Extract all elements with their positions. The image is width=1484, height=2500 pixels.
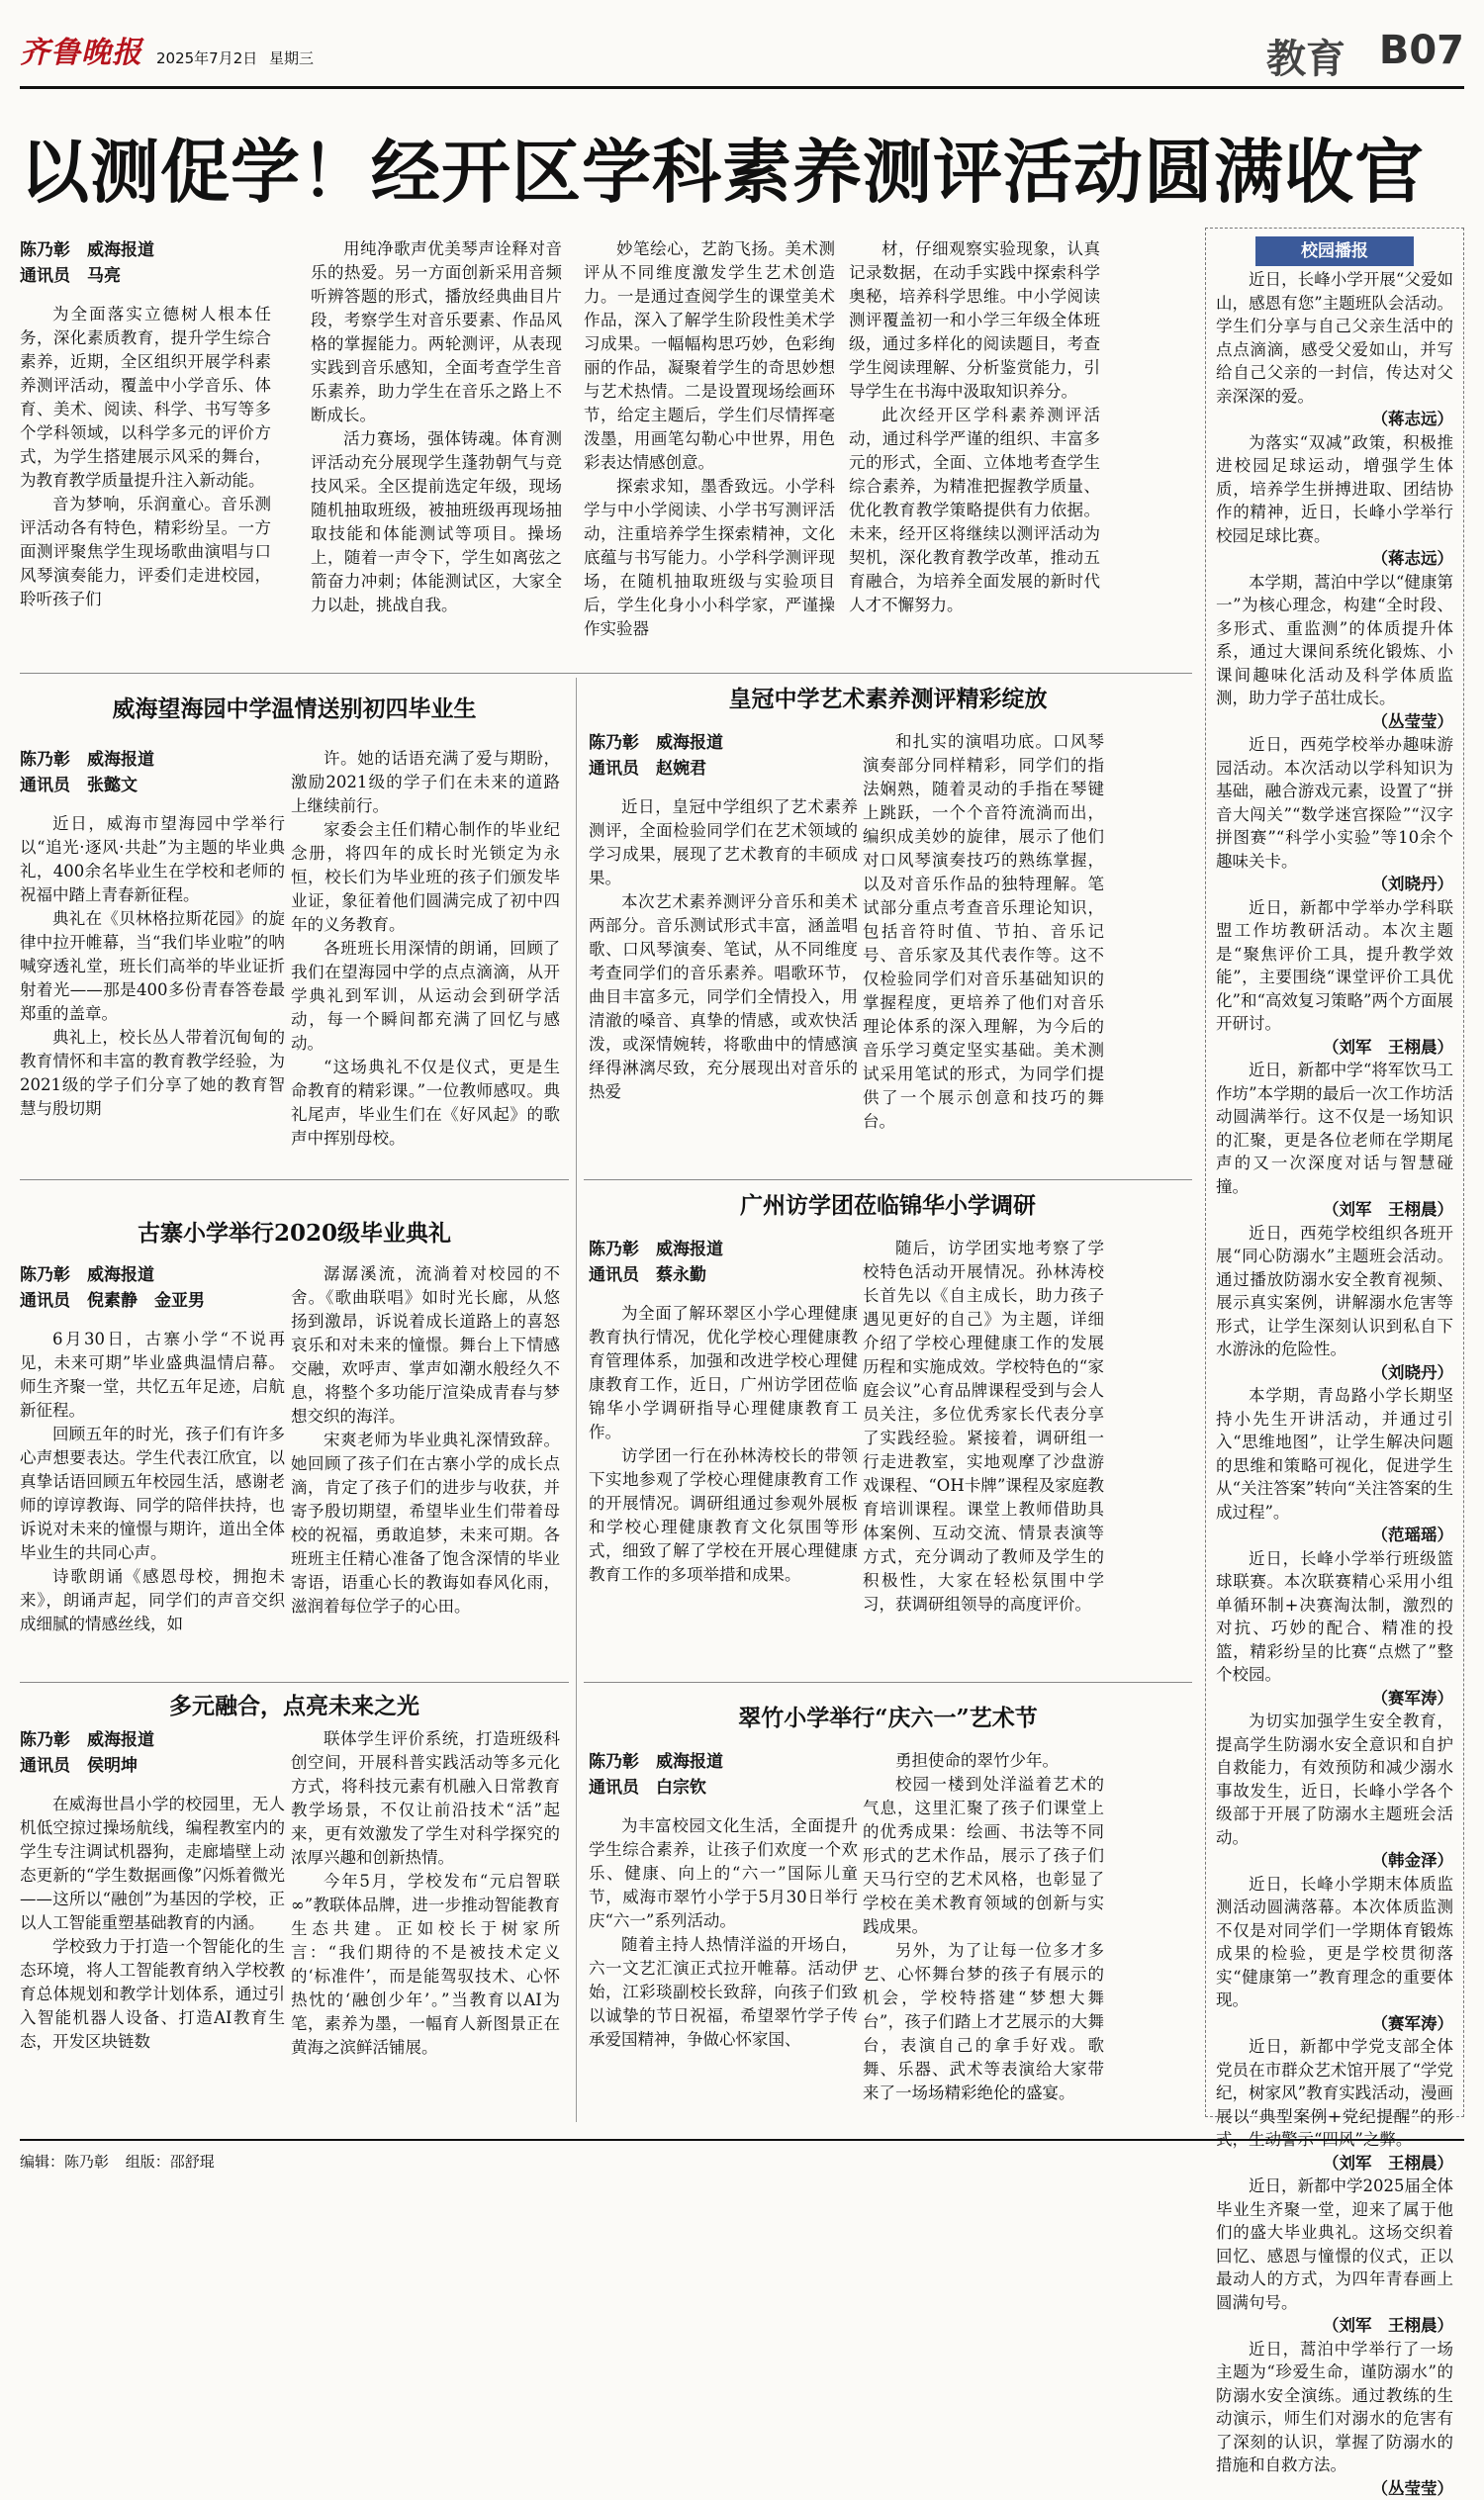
section-divider [584, 1682, 1192, 1683]
paragraph: 潺潺溪流，流淌着对校园的不舍。《歌曲联唱》如时光长廊，从悠扬到激昂，诉说着成长道路上的喜怒哀乐和对未来的憧憬。舞台上下情感交融，欢呼声、掌声如潮水般经久不息，将整个多功能厅渲染成青春与梦想交织的海洋。 [291, 1262, 560, 1429]
paragraph: 今年5月，学校发布“元启智联∞”教联体品牌，进一步推动智能教育生态共建。正如校长于树家所言：“我们期待的不是被技术定义的‘标准件’，而是能驾驭技术、心怀热忱的‘融创少年’。”当教育以AI为笔，素养为墨，一幅育人新图景正在黄海之滨鲜活铺展。 [291, 1870, 560, 2060]
brief-text: 为切实加强学生安全教育，提高学生防溺水安全意识和自护自救能力，有效预防和减少溺水事故发生，近日，长峰小学各个级部于开展了防溺水主题班会活动。 [1216, 1712, 1453, 1847]
guangzhou-col-2 [863, 1237, 1104, 1672]
brief-author: （丛莹莹） [1216, 2477, 1453, 2500]
brief-text: 近日，西苑学校组织各班开展“同心防溺水”主题班会活动。通过播放防溺水安全教育视频、展示真实案例，讲解溺水危害等形式，让学生深刻认识到私自下水游泳的危险性。 [1216, 1224, 1453, 1359]
issue-date: 2025年7月2日 [156, 47, 257, 68]
paragraph: 为丰富校园文化生活，全面提升学生综合素养，让孩子们欢度一个欢乐、健康、向上的“六一”国际儿童节，威海市翠竹小学于5月30日举行庆“六一”系列活动。 [589, 1814, 858, 1933]
brief-text: 近日，长峰小学期末体质监测活动圆满落幕。本次体质监测不仅是对同学们一学期体育锻炼成果的检验，更是学校贯彻落实“健康第一”教育理念的重要体现。 [1216, 1875, 1453, 2010]
brief-author: （刘军 王栩晨） [1216, 1198, 1453, 1222]
byline-reporter: 陈乃彰 威海报道 [20, 237, 271, 263]
paragraph: 妙笔绘心，艺韵飞扬。美术测评从不同维度激发学生艺术创造力。一是通过查阅学生的课堂美术作品，深入了解学生阶段性美术学习成果。一幅幅构思巧妙，色彩绚丽的作品，凝聚着学生的奇思妙想与艺术热情。二是设置现场绘画环节，给定主题后，学生们尽情挥毫泼墨，用画笔勾勒心中世界，用色彩表达情感创意。 [584, 237, 835, 475]
page-footer [20, 2139, 1464, 2172]
section-divider [20, 673, 1192, 674]
brief-text: 近日，新都中学党支部全体党员在市群众艺术馆开展了“学党纪，树家风”教育实践活动，漫画展以“典型案例+党纪提醒”的形式，生动警示“四风”之弊。 [1216, 2037, 1453, 2149]
brief-text: 近日，新都中学举办学科联盟工作坊教研活动。本次主题是“聚焦评价工具，提升教学效能”，主要围绕“课堂评价工具优化”和“高效复习策略”两个方面展开研讨。 [1216, 898, 1453, 1034]
byline-reporter: 陈乃彰 威海报道 [589, 730, 858, 756]
news-brief [1216, 2338, 1453, 2500]
page-header [20, 18, 1464, 89]
huangguan-byline [589, 730, 858, 782]
news-brief [1216, 268, 1453, 431]
paragraph: 各班班长用深情的朗诵，回顾了我们在望海园中学的点点滴滴，从开学典礼到军训，从运动会到研学活动，每一个瞬间都充满了回忆与感动。 [291, 937, 560, 1056]
page-number: B07 [1379, 28, 1464, 73]
news-brief [1216, 1384, 1453, 1547]
brief-author: （蒋志远） [1216, 547, 1453, 571]
byline-correspondent: 通讯员 白宗钦 [589, 1775, 858, 1801]
lead-article-col-3 [584, 237, 835, 665]
byline-correspondent: 通讯员 赵婉君 [589, 756, 858, 782]
brief-author: （刘军 王栩晨） [1216, 2152, 1453, 2176]
wanghai-byline [20, 747, 285, 798]
brief-author: （赛军涛） [1216, 1687, 1453, 1711]
brief-author: （赛军涛） [1216, 2012, 1453, 2036]
paragraph: 家委会主任们精心制作的毕业纪念册，将四年的成长时光锁定为永恒，校长们为毕业班的孩子们颁发毕业证，象征着他们圆满完成了初中四年的义务教育。 [291, 818, 560, 937]
paragraph: 典礼上，校长丛人带着沉甸甸的教育情怀和丰富的教育教学经验，为2021级的学子们分享了她的教育智慧与殷切期 [20, 1026, 285, 1121]
byline-reporter: 陈乃彰 威海报道 [20, 1727, 285, 1753]
brief-text: 近日，长峰小学举行班级篮球联赛。本次联赛精心采用小组单循环制+决赛淘汰制，激烈的对抗、巧妙的配合、精准的投篮，精彩纷呈的比赛“点燃了”整个校园。 [1216, 1549, 1453, 1685]
guangzhou-col-1 [589, 1237, 858, 1672]
paragraph: 联体学生评价系统，打造班级科创空间，开展科普实践活动等多元化方式，将科技元素有机融入日常教育教学场景，不仅让前沿技术“活”起来，更有效激发了学生对科学探究的浓厚兴趣和创新热情。 [291, 1727, 560, 1870]
news-brief [1216, 1059, 1453, 1222]
paragraph: 本次艺术素养测评分音乐和美术两部分。音乐测试形式丰富，涵盖唱歌、口风琴演奏、笔试，从不同维度考查同学们的音乐素养。唱歌环节，曲目丰富多元，同学们全情投入，用清澈的嗓音、真挚的情感，或欢快活泼，或深情婉转，将歌曲中的情感演绎得淋漓尽致，充分展现出对音乐的热爱 [589, 890, 858, 1104]
paragraph: 在威海世昌小学的校园里，无人机低空掠过操场航线，编程教室内的学生专注调试机器狗，走廊墙壁上动态更新的“学生数据画像”闪烁着微光——这所以“融创”为基因的学校，正以人工智能重塑基础教育的内涵。 [20, 1793, 285, 1935]
byline-correspondent: 通讯员 马亮 [20, 263, 271, 289]
section-divider [584, 1179, 1192, 1180]
shiyuan-col-2 [291, 1727, 560, 2129]
article-title-guangzhou: 广州访学团莅临锦华小学调研 [584, 1187, 1192, 1220]
paragraph: 材，仔细观察实验现象，认真记录数据，在动手实践中探索科学奥秘，培养科学思维。中小学阅读测评覆盖初一和小学三年级全体班级，通过多样化的阅读题目，考查学生阅读理解、分析鉴赏能力，引导学生在书海中汲取知识养分。 [849, 237, 1100, 404]
campus-news-sidebar [1205, 228, 1464, 2117]
paragraph: 访学团一行在孙林涛校长的带领下实地参观了学校心理健康教育工作的开展情况。调研组通过参观外展板和学校心理健康教育文化氛围等形式，细致了解了学校在开展心理健康教育工作的多项举措和成果。 [589, 1444, 858, 1587]
brief-text: 为落实“双减”政策，积极推进校园足球运动，增强学生体质，培养学生拼搏进取、团结协作的精神，近日，长峰小学举行校园足球比赛。 [1216, 433, 1453, 545]
paragraph: 另外，为了让每一位多才多艺、心怀舞台梦的孩子有展示的机会，学校特搭建“梦想大舞台”，孩子们踏上才艺展示的大舞台，表演自己的拿手好戏。歌舞、乐器、武术等表演给大家带来了一场场精彩绝伦的盛宴。 [863, 1939, 1104, 2105]
brief-text: 近日，长峰小学开展“父爱如山，感恩有您”主题班队会活动。学生们分享与自己父亲生活中的点点滴滴，感受父爱如山，并写给自己父亲的一封信，传达对父亲深深的爱。 [1216, 270, 1453, 406]
byline-correspondent: 通讯员 张懿文 [20, 773, 285, 798]
byline-reporter: 陈乃彰 威海报道 [589, 1749, 858, 1775]
news-brief [1216, 1710, 1453, 1873]
article-title-cuizhu: 翠竹小学举行“庆六一”艺术节 [584, 1700, 1192, 1732]
byline-reporter: 陈乃彰 威海报道 [589, 1237, 858, 1262]
brief-text: 近日，西苑学校举办趣味游园活动。本次活动以学科知识为基础，融合游戏元素，设置了“拼音大闯关”“数学迷宫探险”“汉字拼图赛”“科学小实验”等10余个趣味关卡。 [1216, 735, 1453, 871]
footer-editor: 编辑：陈乃彰 [20, 2153, 109, 2171]
paragraph: 回顾五年的时光，孩子们有许多心声想要表达。学生代表江欣宜，以真挚话语回顾五年校园生活，感谢老师的谆谆教诲、同学的陪伴扶持，也诉说对未来的憧憬与期许，道出全体毕业生的共同心声。 [20, 1423, 285, 1565]
wanghai-col-1 [20, 747, 285, 1172]
paragraph: 用纯净歌声优美琴声诠释对音乐的热爱。另一方面创新采用音频听辨答题的形式，播放经典曲目片段，考察学生对音乐要素、作品风格的掌握能力。两轮测评，从表现实践到音乐感知，全面考查学生音乐素养，助力学生在音乐之路上不断成长。 [311, 237, 562, 427]
brief-text: 近日，新都中学2025届全体毕业生齐聚一堂，迎来了属于他们的盛大毕业典礼。这场交织着回忆、感恩与憧憬的仪式，正以最动人的方式，为四年青春画上圆满句号。 [1216, 2176, 1453, 2312]
paragraph: 勇担使命的翠竹少年。 [863, 1749, 1104, 1773]
paragraph: 典礼在《贝林格拉斯花园》的旋律中拉开帷幕，当“我们毕业啦”的呐喊穿透礼堂，班长们高举的毕业证折射着光——那是400多份青春答卷最郑重的盖章。 [20, 907, 285, 1026]
cuizhu-col-2 [863, 1749, 1104, 2131]
brief-author: （刘军 王栩晨） [1216, 2314, 1453, 2338]
paragraph: 诗歌朗诵《感恩母校，拥抱未来》，朗诵声起，同学们的声音交织成细腻的情感丝线，如 [20, 1565, 285, 1636]
paragraph: 许。她的话语充满了爱与期盼，激励2021级的学子们在未来的道路上继续前行。 [291, 747, 560, 818]
paragraph: 音为梦响，乐润童心。音乐测评活动各有特色，精彩纷呈。一方面测评聚焦学生现场歌曲演唱与口风琴演奏能力，评委们走进校园，聆听孩子们 [20, 493, 271, 611]
shiyuan-col-1 [20, 1727, 285, 2129]
brief-author: （刘晓丹） [1216, 1361, 1453, 1385]
lead-article-col-2 [311, 237, 562, 665]
guangzhou-byline [589, 1237, 858, 1288]
article-title-shiyuan: 多元融合，点亮未来之光 [20, 1688, 569, 1720]
byline-correspondent: 通讯员 蔡永勤 [589, 1262, 858, 1288]
news-brief [1216, 896, 1453, 1060]
section-name: 教育 [1266, 28, 1345, 84]
cuizhu-byline [589, 1749, 858, 1801]
news-brief [1216, 1873, 1453, 2036]
main-headline: 以测促学！经开区学科素养测评活动圆满收官 [20, 117, 1207, 217]
brief-author: （韩金泽） [1216, 1849, 1453, 1873]
paragraph: 为全面了解环翠区小学心理健康教育执行情况，优化学校心理健康教育管理体系，加强和改进学校心理健康教育工作，近日，广州访学团莅临锦华小学调研指导心理健康教育工作。 [589, 1302, 858, 1444]
paragraph: 探索求知，墨香致远。小学科学与中小学阅读、小学书写测评活动，注重培养学生探索精神，文化底蕴与书写能力。小学科学测评现场，在随机抽取班级与实验项目后，学生化身小小科学家，严谨操作实验器 [584, 475, 835, 641]
paragraph: 为全面落实立德树人根本任务，深化素质教育，提升学生综合素养，近期，全区组织开展学科素养测评活动，覆盖中小学音乐、体育、美术、阅读、科学、书写等多个学科领域，以科学多元的评价方式，为学生搭建展示风采的舞台，为教育教学质量提升注入新动能。 [20, 303, 271, 493]
paragraph: 和扎实的演唱功底。口风琴演奏部分同样精彩，同学们的指法娴熟，随着灵动的手指在琴键上跳跃，一个个音符流淌而出，编织成美妙的旋律，展示了他们对口风琴演奏技巧的熟练掌握，以及对音乐作品的独特理解。笔试部分重点考查音乐理论知识，包括音符时值、节拍、音乐记号、音乐家及其代表作等。这不仅检验同学们对音乐基础知识的掌握程度，更培养了他们对音乐理论体系的深入理解，为今后的音乐学习奠定坚实基础。美术测试采用笔试的形式，为同学们提供了一个展示创意和技巧的舞台。 [863, 730, 1104, 1134]
column-divider [576, 678, 577, 2122]
huangguan-col-2 [863, 730, 1104, 1170]
lead-article-byline [20, 237, 271, 289]
news-brief [1216, 733, 1453, 896]
paragraph: 此次经开区学科素养测评活动，通过科学严谨的组织、丰富多元的形式，全面、立体地考查学生综合素养，为精准把握教学质量、优化教育教学策略提供有力依据。未来，经开区将继续以测评活动为契机，深化教育教学改革，推动五育融合，为培养全面发展的新时代人才不懈努力。 [849, 404, 1100, 617]
brief-text: 近日，蒿泊中学举行了一场主题为“珍爱生命，谨防溺水”的防溺水安全演练。通过教练的生动演示，师生们对溺水的危害有了深刻的认识，掌握了防溺水的措施和自救方法。 [1216, 2340, 1453, 2475]
shiyuan-byline [20, 1727, 285, 1779]
brief-author: （范瑶瑶） [1216, 1524, 1453, 1547]
news-brief [1216, 431, 1453, 571]
footer-layout: 组版：邵舒琨 [126, 2153, 215, 2171]
issue-weekday: 星期三 [269, 47, 314, 68]
paragraph: 6月30日，古寨小学“不说再见，未来可期”毕业盛典温情启幕。师生齐聚一堂，共忆五年足迹，启航新征程。 [20, 1328, 285, 1423]
brief-text: 近日，新都中学“将军饮马工作坊”本学期的最后一次工作坊活动圆满举行。这不仅是一场知识的汇聚，更是各位老师在学期尾声的又一次深度对话与智慧碰撞。 [1216, 1061, 1453, 1196]
paragraph: 活力赛场，强体铸魂。体育测评活动充分展现学生蓬勃朝气与竞技风采。全区提前选定年级，现场随机抽取班级，被抽班级再现场抽取技能和体能测试等项目。操场上，随着一声令下，学生如离弦之箭奋力冲刺；体能测试区，大家全力以赴，挑战自我。 [311, 427, 562, 617]
guzhai-byline [20, 1262, 285, 1314]
masthead-logo: 齐鲁晚报 [20, 28, 142, 71]
lead-article-col-4 [849, 237, 1100, 665]
news-brief [1216, 1222, 1453, 1385]
paragraph: “这场典礼不仅是仪式，更是生命教育的精彩课。”一位教师感叹。典礼尾声，毕业生们在《好风起》的歌声中挥别母校。 [291, 1056, 560, 1151]
news-brief [1216, 1547, 1453, 1711]
paragraph: 学校致力于打造一个智能化的生态环境，将人工智能教育纳入学校教育总体规划和教学计划体系，通过引入智能机器人设备、打造AI教育生态，开发区块链数 [20, 1935, 285, 2054]
guzhai-col-1 [20, 1262, 285, 1683]
guzhai-col-2 [291, 1262, 560, 1683]
byline-reporter: 陈乃彰 威海报道 [20, 1262, 285, 1288]
paragraph: 近日，皇冠中学组织了艺术素养测评，全面检验同学们在艺术领域的学习成果，展现了艺术教育的丰硕成果。 [589, 795, 858, 890]
news-brief [1216, 571, 1453, 734]
paragraph: 校园一楼到处洋溢着艺术的气息，这里汇聚了孩子们课堂上的优秀成果：绘画、书法等不同形式的艺术作品，展示了孩子们天马行空的艺术风格，也彰显了学校在美术教育领域的创新与实践成果。 [863, 1773, 1104, 1939]
paragraph: 随后，访学团实地考察了学校特色活动开展情况。孙林涛校长首先以《自主成长，助力孩子遇见更好的自己》为主题，详细介绍了学校心理健康工作的发展历程和实施成效。学校特色的“家庭会议”心育品牌课程受到与会人员关注，多位优秀家长代表分享了实践经验。紧接着，调研组一行走进教室，实地观摩了沙盘游戏课程、“OH卡牌”课程及家庭教育培训课程。课堂上教师借助具体案例、互动交流、情景表演等方式，充分调动了教师及学生的积极性，大家在轻松氛围中学习，获调研组领导的高度评价。 [863, 1237, 1104, 1617]
section-divider [20, 1179, 569, 1180]
paragraph: 宋爽老师为毕业典礼深情致辞。她回顾了孩子们在古寨小学的成长点滴，肯定了孩子们的进步与收获，并寄予殷切期望，希望毕业生们带着母校的祝福，勇敢追梦，未来可期。各班班主任精心准备了饱含深情的毕业寄语，语重心长的教诲如春风化雨，滋润着每位学子的心田。 [291, 1429, 560, 1619]
cuizhu-col-1 [589, 1749, 858, 2131]
section-divider [20, 1682, 569, 1683]
brief-author: （刘晓丹） [1216, 873, 1453, 896]
brief-author: （丛莹莹） [1216, 710, 1453, 734]
article-title-guzhai: 古寨小学举行2020级毕业典礼 [20, 1215, 569, 1248]
news-brief [1216, 2175, 1453, 2338]
paragraph: 随着主持人热情洋溢的开场白，六一文艺汇演正式拉开帷幕。活动伊始，江彩琰副校长致辞，向孩子们致以诚挚的节日祝福，希望翠竹学子传承爱国精神，争做心怀家国、 [589, 1933, 858, 2052]
huangguan-col-1 [589, 730, 858, 1170]
paragraph: 近日，威海市望海园中学举行以“追光·逐风·共赴”为主题的毕业典礼，400余名毕业生在学校和老师的祝福中踏上青春新征程。 [20, 812, 285, 907]
wanghai-col-2 [291, 747, 560, 1172]
brief-text: 本学期，蒿泊中学以“健康第一”为核心理念，构建“全时段、多形式、重监测”的体质提升体系，通过大课间系统化锻炼、小课间趣味化活动及科学体质监测，助力学子茁壮成长。 [1216, 573, 1453, 708]
brief-author: （刘军 王栩晨） [1216, 1036, 1453, 1060]
sidebar-title: 校园播报 [1255, 236, 1414, 266]
brief-text: 本学期，青岛路小学长期坚持小先生开讲活动，并通过引入“思维地图”，让学生解决问题的思维和策略可视化，促进学生从“关注答案”转向“关注答案的生成过程”。 [1216, 1386, 1453, 1522]
byline-correspondent: 通讯员 侯明坤 [20, 1753, 285, 1779]
article-title-wanghai: 威海望海园中学温情送别初四毕业生 [20, 691, 569, 723]
brief-author: （蒋志远） [1216, 408, 1453, 431]
lead-article-col-1 [20, 237, 271, 665]
byline-reporter: 陈乃彰 威海报道 [20, 747, 285, 773]
byline-correspondent: 通讯员 倪素静 金亚男 [20, 1288, 285, 1314]
article-title-huangguan: 皇冠中学艺术素养测评精彩绽放 [584, 681, 1192, 713]
